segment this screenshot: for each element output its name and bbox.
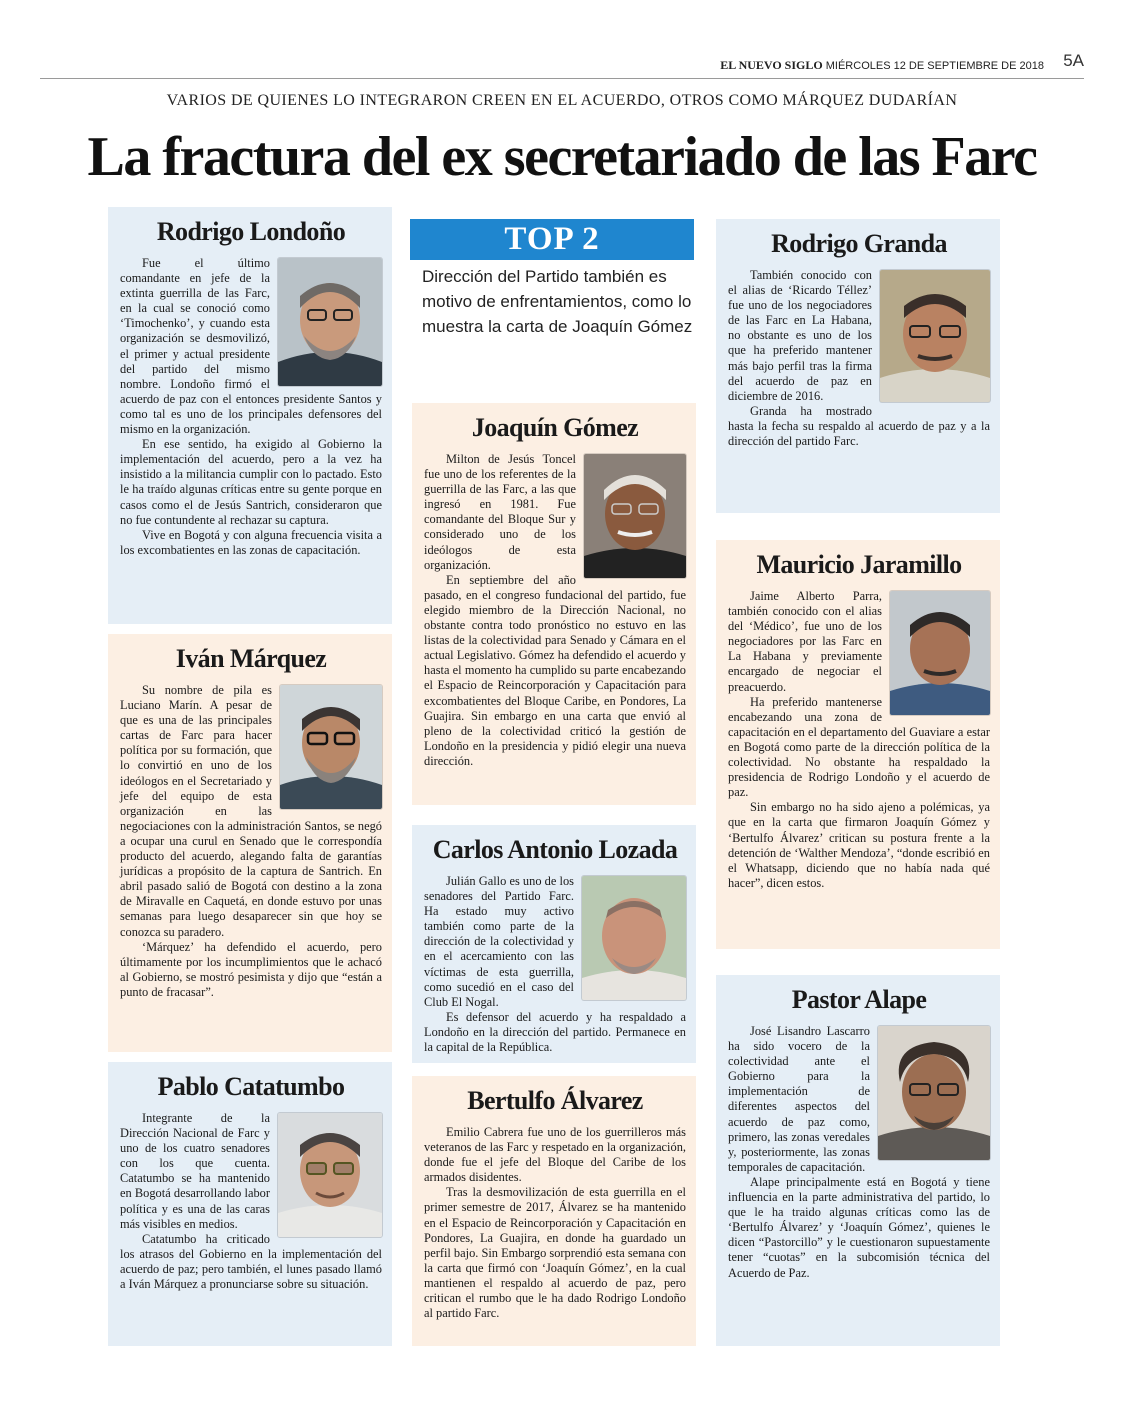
paragraph: José Lisandro Lascarro ha sido vocero de la colectividad ante el Gobierno para la implementación de diferentes aspectos del acuerdo de paz como, primero, las zonas veredales y, posteriormente, las zonas temporales de capacitación.	[728, 1024, 870, 1174]
paragraph: Milton de Jesús Toncel fue uno de los referentes de la guerrilla de las Farc, a las que ingresó en 1981. Fue comandante del Bloque Sur y considerado uno de los ideólogos de esta organización.	[424, 452, 576, 572]
top-2-banner: TOP 2	[410, 219, 694, 260]
paragraph: Fue el último comandante en jefe de la extinta guerrilla de las Farc, en la cual se conoció como ‘Timochenko’, y cuando esta organización se desmovilizó, el primer y actual presidente del partido del mismo nombre. Londoño firmó el acuerdo de paz con el entonces presidente Santos y como tal es uno de los principales defensores del mismo en la organización.	[120, 256, 382, 437]
profile-rodrigo-granda	[716, 219, 1000, 513]
issue-date: MIÉRCOLES 12 DE SEPTIEMBRE DE 2018	[825, 60, 1044, 72]
profile-mauricio-jaramillo	[716, 540, 1000, 949]
paragraph: Tras la desmovilización de esta guerrilla en el primer semestre de 2017, Álvarez se ha mantenido en el Espacio de Reincorporación y Capacitación en Pondores, La Guajira, en donde ha guardado un perfil bajo. Sin Embargo sorprendió esta semana con la carta que firmó con ‘Joaquín Gómez’, en la cual mantienen el respaldo al acuerdo de paz, pero critican el rumbo que le ha dado Rodrigo Londoño al partido Farc.	[424, 1185, 686, 1321]
profile-name: Carlos Antonio Lozada	[432, 835, 678, 864]
profile-name: Pablo Catatumbo	[157, 1072, 345, 1101]
profile-ivan-marquez	[108, 634, 392, 1052]
paragraph: Jaime Alberto Parra, también conocido con el alias del ‘Médico’, fue uno de los negociadores por las Farc en La Habana y previamente encargado de negociar el preacuerdo.	[728, 589, 882, 694]
portrait-image	[280, 685, 382, 809]
portrait-photo	[890, 591, 990, 715]
paragraph: Es defensor del acuerdo y ha respaldado a Londoño en la dirección del partido. Permanece en la capital de la República.	[424, 1009, 686, 1055]
profile-carlos-antonio-lozada	[412, 825, 696, 1063]
paragraph: Ha preferido mantenerse encabezando una zona de capacitación en el departamento del Guaviare a estar en Bogotá como parte de la dirección política de la colectividad. No obstante ha respaldado la presidencia de Rodrigo Londoño y el acuerdo de paz.	[728, 694, 990, 800]
portrait-photo	[280, 685, 382, 809]
paragraph: Alape principalmente está en Bogotá y tiene influencia en la parte administrativa del partido, lo que le ha traido algunas críticas como las de ‘Bertulfo Álvarez’ y ‘Joaquín Gómez’, quienes le dicen “Pastorcillo” y le cuestionaron supuestamente tener “cuotas” en la subcomisión técnica del Acuerdo de Paz.	[728, 1174, 990, 1280]
paragraph: Emilio Cabrera fue uno de los guerrilleros más veteranos de las Farc y respetado en la organización, donde fue el jefe del Bloque del Caribe de los armados disidentes.	[424, 1125, 686, 1185]
paragraph: Vive en Bogotá y con alguna frecuencia visita a los excombatientes en las zonas de capacitación.	[120, 527, 382, 557]
portrait-photo	[278, 1113, 382, 1237]
portrait-photo	[880, 270, 990, 402]
portrait-photo	[582, 876, 686, 1000]
profile-name: Iván Márquez	[175, 644, 327, 673]
portrait-image	[880, 270, 990, 402]
profile-name: Pastor Alape	[791, 985, 927, 1014]
profile-name: Bertulfo Álvarez	[467, 1086, 643, 1115]
profile-joaquin-gomez	[412, 403, 696, 805]
page-number: 5A	[1063, 51, 1084, 70]
profile-pastor-alape	[716, 975, 1000, 1346]
kicker: VARIOS DE QUIENES LO INTEGRARON CREEN EN EL ACUERDO, OTROS COMO MÁRQUEZ DUDARÍAN	[166, 92, 958, 109]
profile-name: Joaquín Gómez	[471, 413, 639, 442]
paragraph: Julián Gallo es uno de los senadores del Partido Farc. Ha estado muy activo también como parte de la dirección de la colectividad y en el acercamiento con las víctimas de esta guerrilla, como sucedió en el caso del Club El Nogal.	[424, 874, 574, 1009]
paragraph: En ese sentido, ha exigido al Gobierno la implementación del acuerdo, pero a la vez ha insistido a la militancia cumplir con lo pactado. Esto le ha traído algunas críticas entre su gente porque en casos como el de Jesús Santrich, consideraron que no fue contundente al rechazar su captura.	[120, 437, 382, 527]
masthead-info	[720, 58, 1044, 73]
profile-name: Mauricio Jaramillo	[756, 550, 962, 579]
portrait-image	[878, 1026, 990, 1160]
profile-bertulfo-alvarez	[412, 1076, 696, 1346]
paragraph: Integrante de la Dirección Nacional de Farc y uno de los cuatro senadores con los que cuenta. Catatumbo se ha mantenido en Bogotá desarrollando labor política y es una de las caras más visibles en medios.	[120, 1111, 270, 1231]
portrait-photo	[878, 1026, 990, 1160]
profile-name: Rodrigo Londoño	[156, 217, 346, 246]
paragraph: Granda ha mostrado hasta la fecha su respaldo al acuerdo de paz y a la dirección del partido Farc.	[728, 403, 990, 449]
paragraph: ‘Márquez’ ha defendido el acuerdo, pero últimamente por los incumplimientos que le achacó al Gobierno, se mostró pesimista y dijo que “están a punto de fracasar”.	[120, 939, 382, 999]
masthead	[40, 50, 1084, 79]
portrait-image	[278, 258, 382, 386]
profile-pablo-catatumbo	[108, 1062, 392, 1346]
headline: La fractura del ex secretariado de las Farc	[87, 126, 1037, 188]
portrait-photo	[278, 258, 382, 386]
paragraph: También conocido con el alias de ‘Ricardo Téllez’ fue uno de los negociadores de las Farc en La Habana, no obstante es uno de los que ha preferido mantener más bajo perfil tras la firma del acuerdo de paz en diciembre de 2016.	[728, 268, 872, 403]
portrait-image	[890, 591, 990, 715]
top-2-subtitle: Dirección del Partido también es motivo de enfrentamientos, como lo muestra la carta de Joaquín Gómez	[422, 267, 693, 336]
paragraph: Su nombre de pila es Luciano Marín. A pesar de que es una de las principales cartas de Farc para hacer política por su formación, que lo convirtió en uno de los ideólogos en el Secretariado y jefe del equipo de esta organización en las negociaciones con la administración Santos, se negó a ocupar una curul en Senado que le correspondía producto del acuerdo, alegando falta de garantías jurídicas a propósito de la captura de Santrich. En abril pasado salió de Bogotá con destino a la zona de Miravalle en Caquetá, en donde estuvo por unas semanas para luego desaparecer sin que hoy se conozca su paradero.	[120, 683, 382, 939]
paragraph: Sin embargo no ha sido ajeno a polémicas, ya que en la carta que firmaron Joaquín Gómez y ‘Bertulfo Álvarez’ critican su postura frente a la detención de ‘Walther Mendoza’, “donde escribió en el Whatsapp, diciendo que no había nada qué hacer”, dicen estos.	[728, 800, 990, 890]
portrait-image	[582, 876, 686, 1000]
portrait-image	[584, 454, 686, 578]
portrait-image	[278, 1113, 382, 1237]
profile-rodrigo-londono	[108, 207, 392, 624]
portrait-photo	[584, 454, 686, 578]
paper-name: EL NUEVO SIGLO	[720, 58, 823, 72]
paragraph: Catatumbo ha criticado los atrasos del Gobierno en la implementación del acuerdo de paz; pero también, el lunes pasado llamó a Iván Márquez a pronunciarse sobre su situación.	[120, 1231, 382, 1292]
paragraph: En septiembre del año pasado, en el congreso fundacional del partido, fue elegido miembro de la Dirección Nacional, no obstante contra todo pronóstico no estuvo en las listas de la colectividad para Senado y Cámara en el actual Legislativo. Gómez ha defendido el acuerdo y hasta el momento ha cumplido su parte encabezando el Espacio de Reincorporación y Capacitación para excombatientes del Bloque Caribe, en Pondores, La Guajira. Sin embargo en una carta que envió al pleno de la colectividad criticó la gestión de Londoño en la presidencia y pidió elegir una nueva dirección.	[424, 572, 686, 768]
profile-name: Rodrigo Granda	[771, 229, 947, 258]
